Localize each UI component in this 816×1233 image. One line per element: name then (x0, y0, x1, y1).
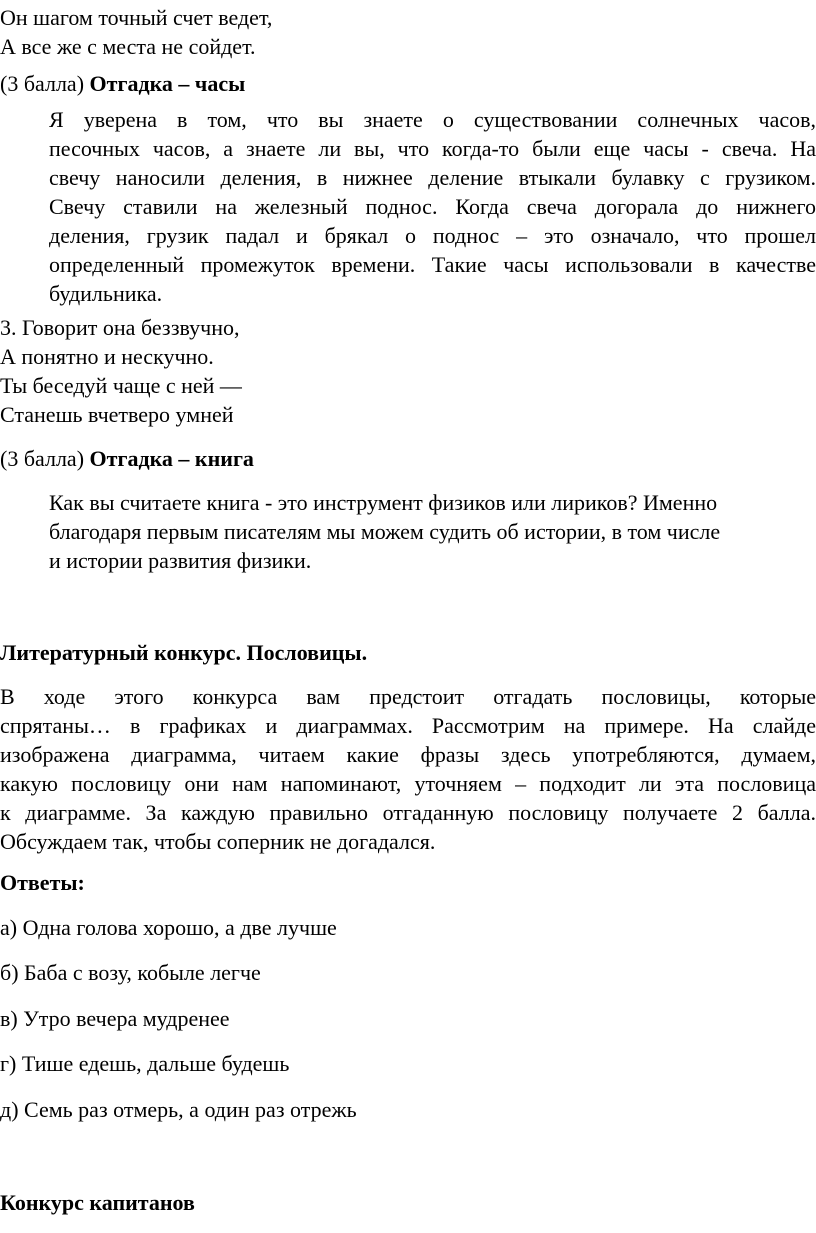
section-title: Конкурс капитанов (0, 1190, 195, 1215)
note-line: Свечу ставили на железный поднос. Когда свеча догорала до нижнего (49, 194, 816, 219)
answer-item: г) Тише едешь, дальше будешь (0, 1051, 290, 1076)
intro-line: Обсуждаем так, чтобы соперник не догадался. (0, 829, 436, 854)
answer-item: а) Одна голова хорошо, а две лучше (0, 915, 337, 940)
note-line: определенный промежуток времени. Такие часы использовали в качестве (49, 252, 816, 277)
answer-item: б) Баба с возу, кобыле легче (0, 960, 261, 985)
riddle-verse (0, 3, 816, 61)
answers-title: Ответы: (0, 870, 85, 895)
intro-line: В ходе этого конкурса вам предстоит отгадать пословицы, которые (0, 684, 816, 709)
riddle-verse (0, 313, 816, 429)
note-line: Я уверена в том, что вы знаете о существовании солнечных часов, (49, 107, 816, 132)
intro-line: спрятаны… в графиках и диаграммах. Рассмотрим на примере. На слайде (0, 713, 816, 738)
note-line: свечу наносили деления, в нижнее деление втыкали булавку с грузиком. (49, 165, 816, 190)
answer-item: в) Утро вечера мудренее (0, 1006, 230, 1031)
note-line: Как вы считаете книга - это инструмент физиков или лириков? Именно (49, 490, 718, 515)
intro-line: к диаграмме. За каждую правильно отгаданную пословицу получаете 2 балла. (0, 800, 816, 825)
verse-line: Станешь вчетверо умней (0, 402, 234, 427)
answer-note (49, 488, 816, 575)
answer-line (0, 69, 816, 98)
note-line: будильника. (49, 281, 163, 306)
intro-line: какую пословицу они нам напоминают, уточняем – подходит ли эта пословица (0, 771, 816, 796)
verse-line: А понятно и нескучно. (0, 344, 214, 369)
verse-line: А все же с места не сойдет. (0, 34, 256, 59)
section-intro (0, 682, 816, 856)
verse-line: Ты беседуй чаще с ней — (0, 373, 242, 398)
note-line: благодаря первым писателям мы можем судить об истории, в том числе (49, 519, 721, 544)
answer-item: д) Семь раз отмерь, а один раз отрежь (0, 1097, 357, 1122)
answer-points: (3 балла) (0, 446, 85, 471)
answer-points: (3 балла) (0, 71, 85, 96)
answer-label: Отгадка – книга (89, 446, 254, 471)
verse-line: 3. Говорит она беззвучно, (0, 315, 240, 340)
note-line: и истории развития физики. (49, 548, 312, 573)
answer-line (0, 444, 816, 473)
note-line: песочных часов, а знаете ли вы, что когда-то были еще часы - свеча. На (49, 136, 816, 161)
answer-label: Отгадка – часы (89, 71, 246, 96)
intro-line: изображена диаграмма, читаем какие фразы здесь употребляются, думаем, (0, 742, 816, 767)
section-title: Литературный конкурс. Пословицы. (0, 640, 368, 665)
verse-line: Он шагом точный счет ведет, (0, 5, 273, 30)
answer-note (49, 105, 816, 308)
note-line: деления, грузик падал и брякал о поднос – это означало, что прошел (49, 223, 816, 248)
